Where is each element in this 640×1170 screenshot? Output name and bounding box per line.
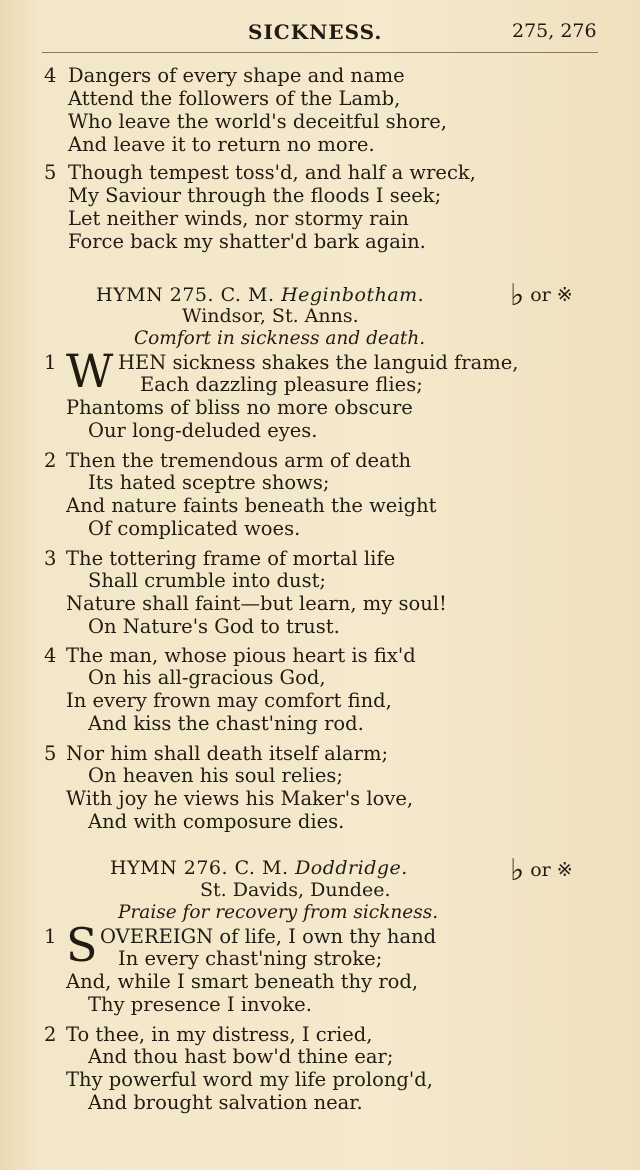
verse-number: 4 [44, 64, 57, 87]
key-or: or [530, 859, 551, 881]
tune-names: Windsor, St. Anns. [182, 305, 359, 327]
verse-line: And with composure dies. [88, 810, 345, 833]
verse-line: Thy presence I invoke. [88, 993, 312, 1016]
verse-line: Dangers of every shape and name [68, 64, 405, 87]
verse-line: On his all-gracious God, [88, 666, 326, 689]
verse-number: 1 [44, 351, 57, 374]
verse-line: And brought salvation near. [88, 1091, 363, 1114]
verse-line: My Saviour through the floods I seek; [68, 184, 442, 207]
verse-line: HEN sickness shakes the languid frame, [118, 351, 519, 374]
sharp-icon: ※ [556, 859, 573, 881]
page-header [0, 20, 640, 50]
verse-line: Thy powerful word my life prolong'd, [66, 1068, 433, 1091]
hymn-number-meter: HYMN 276. C. M. [110, 857, 289, 879]
header-rule [42, 52, 598, 53]
sharp-icon: ※ [556, 284, 573, 306]
page-numbers: 275, 276 [512, 20, 597, 42]
verse-line: Phantoms of bliss no more obscure [66, 396, 413, 419]
hymn-number-meter: HYMN 275. C. M. [96, 284, 275, 306]
verse-number: 5 [44, 742, 57, 765]
verse-line: And leave it to return no more. [68, 133, 375, 156]
hymn-subject: Praise for recovery from sickness. [118, 902, 439, 923]
key-signature [510, 278, 573, 313]
verse-line: The tottering frame of mortal life [66, 547, 396, 570]
hymn-heading [110, 857, 408, 879]
drop-cap: S [66, 918, 98, 972]
verse-number: 1 [44, 925, 57, 948]
verse-line: Our long-deluded eyes. [88, 419, 318, 442]
verse-number: 2 [44, 449, 57, 472]
verse-line: And thou hast bow'd thine ear; [88, 1045, 394, 1068]
hymn-subject: Comfort in sickness and death. [134, 328, 426, 349]
verse-line: And, while I smart beneath thy rod, [66, 970, 419, 993]
flat-icon: ♭ [510, 853, 525, 888]
verse-line: Who leave the world's deceitful shore, [68, 110, 448, 133]
tune-names: St. Davids, Dundee. [200, 879, 391, 901]
verse-line: To thee, in my distress, I cried, [66, 1023, 373, 1046]
flat-icon: ♭ [510, 278, 525, 313]
verse-line: Attend the followers of the Lamb, [68, 87, 401, 110]
verse-line: Though tempest toss'd, and half a wreck, [68, 161, 476, 184]
verse-number: 4 [44, 644, 57, 667]
hymn-author: Heginbotham. [281, 284, 425, 306]
drop-cap: W [66, 344, 114, 398]
verse-line: OVEREIGN of life, I own thy hand [100, 925, 437, 948]
key-or: or [530, 284, 551, 306]
verse-number: 3 [44, 547, 57, 570]
verse-line: Each dazzling pleasure flies; [140, 373, 423, 396]
verse-line: In every chast'ning stroke; [118, 947, 383, 970]
verse-line: Nor him shall death itself alarm; [66, 742, 389, 765]
hymn-heading [96, 284, 424, 306]
running-title: SICKNESS. [248, 20, 383, 44]
key-signature [510, 853, 573, 888]
verse-number: 5 [44, 161, 57, 184]
verse-line: The man, whose pious heart is fix'd [66, 644, 416, 667]
verse-line: In every frown may comfort find, [66, 689, 392, 712]
verse-number: 2 [44, 1023, 57, 1046]
verse-line: Force back my shatter'd bark again. [68, 230, 426, 253]
verse-line: With joy he views his Maker's love, [66, 787, 414, 810]
verse-line: Its hated sceptre shows; [88, 471, 330, 494]
verse-line: On heaven his soul relies; [88, 764, 343, 787]
verse-line: Nature shall faint—but learn, my soul! [66, 592, 447, 615]
verse-line: Let neither winds, nor stormy rain [68, 207, 409, 230]
verse-line: And kiss the chast'ning rod. [88, 712, 364, 735]
verse-line: Of complicated woes. [88, 517, 301, 540]
verse-line: And nature faints beneath the weight [66, 494, 437, 517]
verse-line: Then the tremendous arm of death [66, 449, 412, 472]
verse-line: On Nature's God to trust. [88, 615, 340, 638]
verse-line: Shall crumble into dust; [88, 569, 326, 592]
hymn-author: Doddridge. [295, 857, 408, 879]
